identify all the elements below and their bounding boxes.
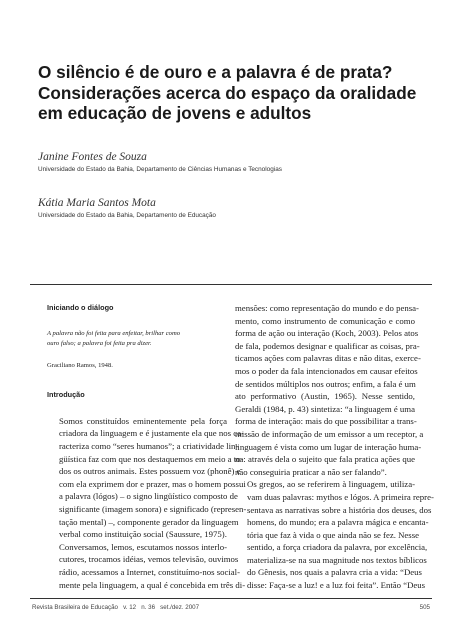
text-line: não conseguiria praticar a não ser falando”. [235,466,387,477]
top-rule [30,284,432,285]
text-line: vam duas palavras: mythos e lógos. A primeira repre- [247,491,434,502]
epigraph [47,329,227,350]
text-line: forma de interação: mais do que possibilitar a trans- [235,416,417,427]
text-line: racteriza como “seres humanos”; a criatividade lin- [59,440,239,451]
epigraph-source: Graciliano Ramos, 1948. [47,361,113,369]
text-line: sentava as narrativas sobre a história dos deuses, dos [247,504,432,515]
text-line: mente pela linguagem, a qual é concebida em três di- [59,579,246,590]
text-line: verbal como instituição social (Saussure, 1975). [59,529,227,540]
bottom-rule [30,598,432,599]
paragraph [235,302,424,478]
title-line: O silêncio é de ouro e a palavra é de prata? [38,62,393,82]
text-line: de fala, podemos designar e qualificar as coisas, pra- [235,340,420,351]
text-line: homens, do mundo; era a palavra mágica e encanta- [247,517,429,528]
section-heading: Iniciando o diálogo [47,303,114,312]
text-line: na: através dela o sujeito que fala pratica ações que [235,454,415,465]
author-name: Janine Fontes de Souza [38,151,147,163]
text-line: cutores, trocamos idéias, vemos televisão, ouvimos [59,554,239,565]
text-line: tação mental) –, componente gerador da linguagem [59,516,239,527]
author-block [38,197,438,219]
text-line: tória que faz à vida o que ainda não se fez. Nesse [247,529,420,540]
author-affiliation: Universidade do Estado da Bahia, Departamento de Ciências Humanas e Tecnologias [38,166,282,173]
text-line: mensões: como representação do mundo e do pensa- [235,303,419,313]
text-line: do Gênesis, nos quais a palavra cria a vida: “Deus [247,567,422,578]
text-line: materializa-se na sua magnitude nos textos bíblicos [247,554,427,565]
text-line: forma de ação ou interação (Koch, 2003). Pelos atos [235,328,419,339]
text-line: mento, como instrumento de comunicação e como [235,315,415,326]
journal-citation: Revista Brasileira de Educação v. 12 n. 36 set./dez. 2007 [32,604,200,611]
title-line: Considerações acerca do espaço da oralidade [38,82,417,103]
text-line: sentido, a força criadora da palavra, por excelência, [247,542,428,553]
epigraph-line: ouro falso; a palavra foi feita pra dizer. [47,340,152,348]
text-line: a palavra (lógos) – o signo lingüístico composto de [59,491,238,502]
text-line: dos os outros animais. Estes possuem voz (phonê) e [59,466,241,477]
text-line: ato performativo (Austin, 1965). Nesse sentido, [235,391,415,402]
text-line: criadora da linguagem e é justamente ela que nos ca- [59,428,244,439]
text-line: Somos constituídos eminentemente pela força [59,415,227,426]
text-line: Os gregos, ao se referirem à linguagem, utiliza- [247,479,415,490]
author-block [38,151,438,173]
paragraph [47,541,246,591]
text-line: rádio, acessamos a Internet, constituímo-nos social- [59,566,241,577]
text-line: güística faz com que nos destaquemos em meio a to- [59,453,244,464]
text-line: de sentidos múltiplos nos outros; enfim, a fala é um [235,378,416,389]
page-footer [32,604,430,611]
text-line: significante (imagem sonora) e significado (represen- [59,503,247,514]
text-line: ticamos ações com palavras ditas e não ditas, exerce- [235,353,421,364]
text-line: Conversamos, lemos, escutamos nossos interlo- [59,541,227,552]
text-line: Geraldi (1984, p. 43) sintetiza: “a linguagem é uma [235,403,415,414]
page-number: 505 [419,604,430,611]
paragraph [47,415,247,541]
text-line: mos o poder da fala intencionados em causar efeitos [235,365,418,376]
author-affiliation: Universidade do Estado da Bahia, Departamento de Educação [38,212,216,219]
text-line: linguagem é vista como um lugar de interação huma- [235,441,422,452]
author-name: Kátia Maria Santos Mota [38,197,156,209]
right-column [235,302,434,592]
epigraph-line: A palavra não foi feita para enfeitar, brilhar como [47,329,181,337]
paragraph [235,478,434,591]
text-line: disse: Faça-se a luz! e a luz foi feita”. Então “Deus [247,580,426,591]
left-column [47,302,247,591]
text-line: missão de informação de um emissor a um receptor, a [235,428,424,439]
text-line: com ela exprimem dor e prazer, mas o homem possui [59,478,246,489]
section-heading: Introdução [47,390,85,400]
article-title [38,62,428,124]
title-line: em educação de jovens e adultos [38,103,312,123]
